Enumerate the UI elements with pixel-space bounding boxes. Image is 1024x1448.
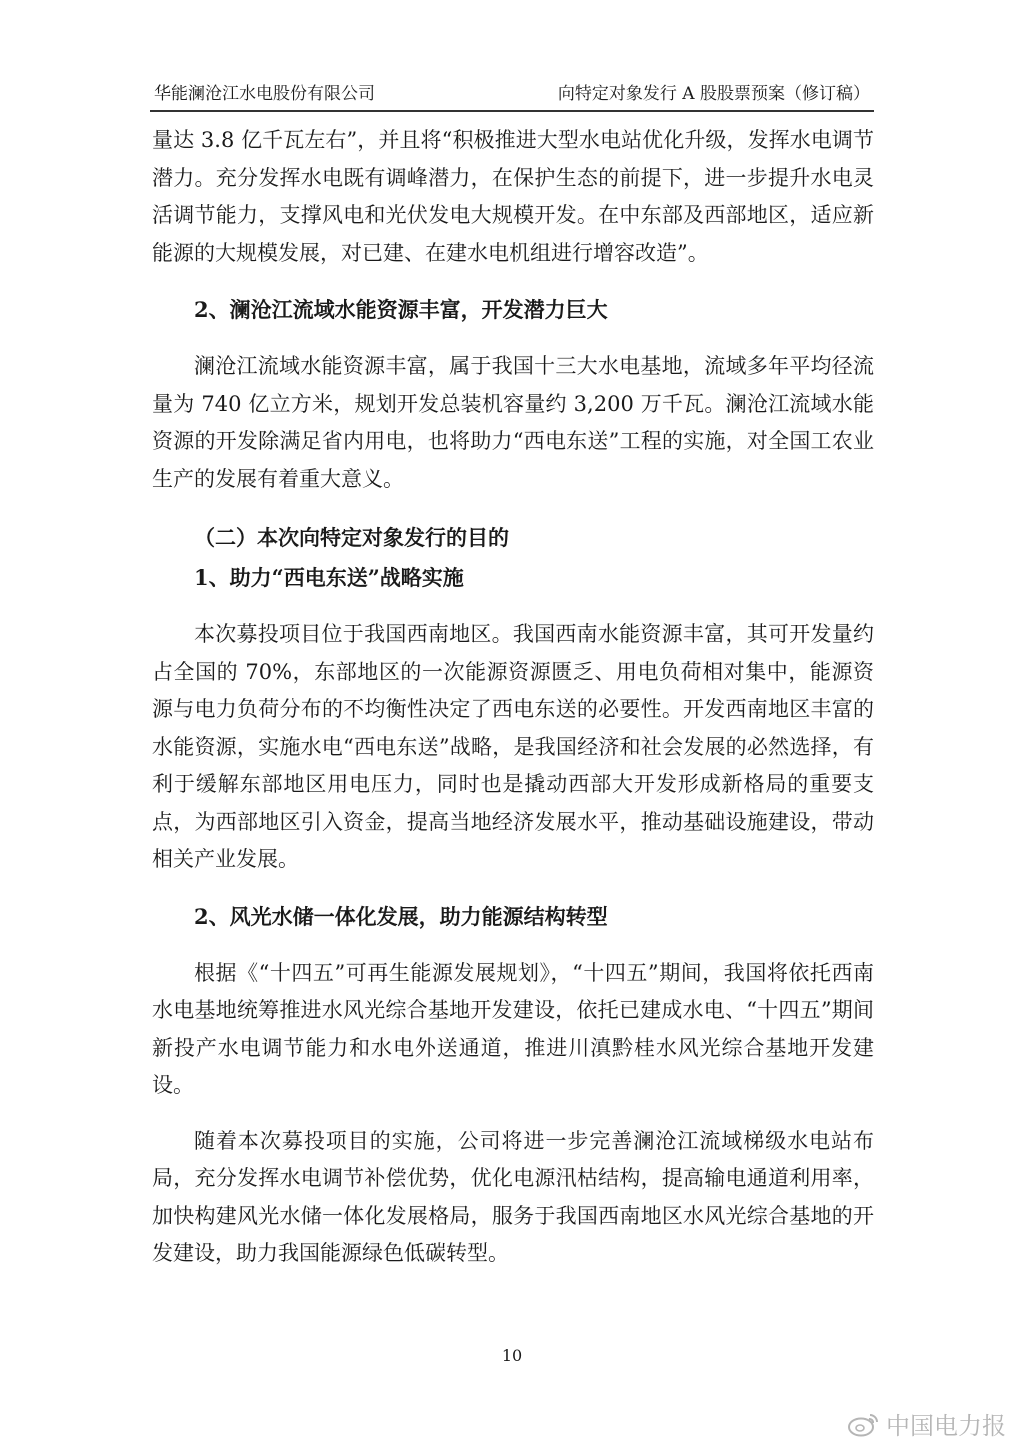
watermark xyxy=(848,1406,1006,1441)
paragraph-4: 根据《“十四五”可再生能源发展规划》，“十四五”期间，我国将依托西南水电基地统筹推进水风光综合基地开发建设，依托已建成水电、“十四五”期间新投产水电调节能力和水电外送通道，推进川滇黔桂水风光综合基地开发建设。 xyxy=(152,960,874,1097)
paragraph-5: 随着本次募投项目的实施，公司将进一步完善澜沧江流域梯级水电站布局，充分发挥水电调节补偿优势，优化电源汛枯结构，提高输电通道利用率，加快构建风光水储一体化发展格局，服务于我国西南地区水风光综合基地的开发建设，助力我国能源绿色低碳转型。 xyxy=(152,1128,874,1265)
page-body xyxy=(152,122,874,1273)
weibo-icon xyxy=(848,1411,880,1437)
subheading-integration: 2、风光水储一体化发展，助力能源结构转型 xyxy=(194,903,608,929)
header-doc-title: 向特定对象发行 A 股股票预案（修订稿） xyxy=(557,84,870,104)
header-company: 华能澜沧江水电股份有限公司 xyxy=(154,84,375,104)
page-header xyxy=(150,80,874,112)
paragraph-2: 澜沧江流域水能资源丰富，属于我国十三大水电基地，流域多年平均径流量为 740 亿立方米，规划开发总装机容量约 3,200 万千瓦。澜沧江流域水能资源的开发除满足省内用电，也将助力“西电东送”工程的实施，对全国工农业生产的发展有着重大意义。 xyxy=(152,354,874,491)
subheading-lancang-resources: 2、澜沧江流域水能资源丰富，开发潜力巨大 xyxy=(194,297,608,322)
paragraph-1: 量达 3.8 亿千瓦左右”，并且将“积极推进大型水电站优化升级，发挥水电调节潜力。充分发挥水电既有调峰潜力，在保护生态的前提下，进一步提升水电灵活调节能力，支撑风电和光伏发电大规模开发。在中东部及西部地区，适应新能源的大规模发展，对已建、在建水电机组进行增容改造”。 xyxy=(152,128,874,265)
paragraph-3: 本次募投项目位于我国西南地区。我国西南水能资源丰富，其可开发量约占全国的 70%，东部地区的一次能源资源匮乏、用电负荷相对集中，能源资源与电力负荷分布的不均衡性决定了西电东送的必要性。开发西南地区丰富的水能资源，实施水电“西电东送”战略，是我国经济和社会发展的必然选择，有利于缓解东部地区用电压力，同时也是撬动西部大开发形成新格局的重要支点，为西部地区引入资金，提高当地经济发展水平，推动基础设施建设，带动相关产业发展。 xyxy=(152,622,874,871)
page-number: 10 xyxy=(501,1346,523,1365)
watermark-text: 中国电力报 xyxy=(886,1412,1006,1440)
subheading-west-east: 1、助力“西电东送”战略实施 xyxy=(194,565,464,590)
section-heading-purpose: （二）本次向特定对象发行的目的 xyxy=(194,525,509,550)
